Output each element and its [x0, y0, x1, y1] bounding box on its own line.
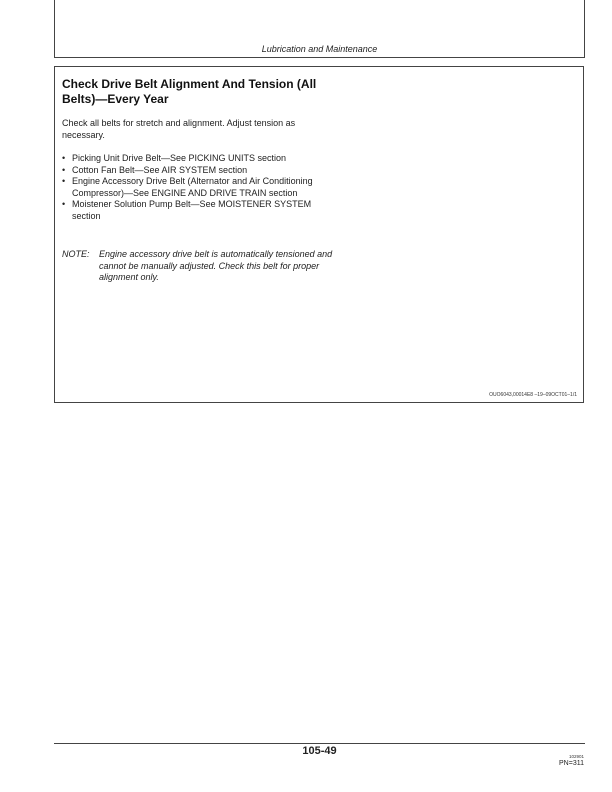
list-item-text: Picking Unit Drive Belt—See PICKING UNITS section: [72, 153, 287, 163]
running-header: Lubrication and Maintenance: [261, 44, 378, 54]
bullet-icon: •: [62, 176, 66, 186]
page-number: 105-49: [302, 745, 337, 757]
procedure-box: [54, 66, 584, 403]
footer-pn: PN=311: [559, 760, 584, 767]
footer-code: 102901: [568, 754, 584, 759]
bullet-icon: •: [62, 153, 66, 163]
list-item-text: Moistener Solution Pump Belt—See MOISTENER SYSTEM section: [72, 199, 312, 221]
note-label: NOTE:: [62, 249, 90, 259]
list-item: [62, 176, 332, 199]
note: [62, 249, 352, 284]
list-item-text: Cotton Fan Belt—See AIR SYSTEM section: [72, 164, 248, 175]
footer-rule: [54, 743, 585, 744]
bullet-icon: •: [62, 199, 66, 209]
list-item: [62, 153, 332, 165]
list-item-text: Engine Accessory Drive Belt (Alternator and Air Conditioning Compressor)—See ENGINE AND DRIVE TRAIN section: [72, 176, 313, 198]
list-item: [62, 199, 332, 222]
reference-code: OUO6043,00014E8 –19–09OCT01–1/1: [489, 392, 577, 398]
intro-paragraph: Check all belts for stretch and alignment. Adjust tension as necessary.: [62, 118, 296, 140]
list-item: [62, 165, 332, 177]
bullet-icon: •: [62, 164, 66, 175]
section-title: Check Drive Belt Alignment And Tension (All Belts)—Every Year: [62, 77, 317, 106]
header-rule: [54, 57, 585, 58]
note-text: Engine accessory drive belt is automatically tensioned and cannot be manually adjusted. Check this belt for proper alignment only.: [99, 249, 333, 282]
belt-list: [62, 153, 332, 222]
